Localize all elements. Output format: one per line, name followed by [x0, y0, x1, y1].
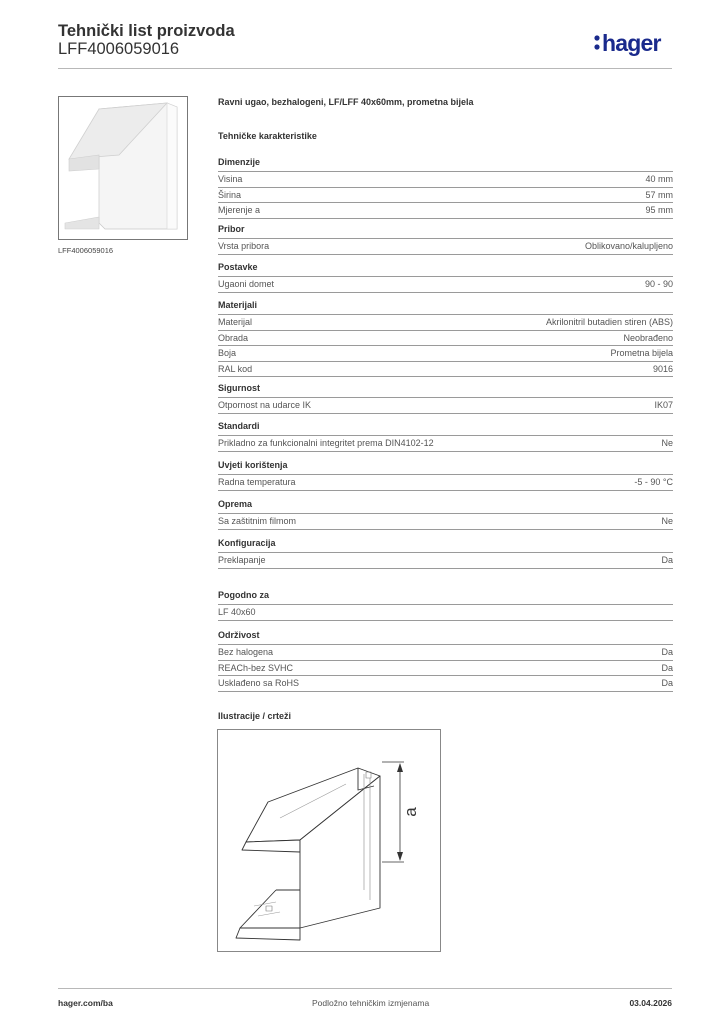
spec-label: Bez halogena — [218, 647, 274, 657]
footer-divider — [58, 988, 672, 989]
spec-row — [218, 362, 673, 378]
section-equipment — [218, 499, 673, 530]
spec-row — [218, 475, 673, 491]
spec-value: Da — [661, 678, 673, 688]
spec-label: Vrsta pribora — [218, 241, 270, 251]
section-title: Uvjeti korištenja — [218, 460, 673, 475]
spec-row — [218, 172, 673, 188]
header-divider — [58, 68, 672, 69]
spec-label: Ugaoni domet — [218, 279, 275, 289]
spec-row — [218, 436, 673, 452]
product-image — [58, 96, 188, 240]
product-description: Ravni ugao, bezhalogeni, LF/LFF 40x60mm, prometna bijela — [218, 97, 474, 107]
section-settings — [218, 262, 673, 293]
spec-row — [218, 239, 673, 255]
spec-label: Mjerenje a — [218, 205, 261, 215]
section-standards — [218, 421, 673, 452]
spec-row — [218, 553, 673, 569]
section-materials — [218, 300, 673, 377]
section-configuration — [218, 538, 673, 569]
spec-row — [218, 661, 673, 677]
section-sustainability — [218, 630, 673, 692]
spec-label: REACh-bez SVHC — [218, 662, 294, 673]
spec-row — [218, 188, 673, 204]
spec-label: Materijal — [218, 317, 253, 327]
spec-row — [218, 277, 673, 293]
spec-label: Otpornost na udarce IK — [218, 400, 312, 410]
section-title: Pogodno za — [218, 590, 673, 605]
product-code: LFF4006059016 — [58, 40, 180, 58]
section-title: Standardi — [218, 421, 673, 436]
spec-label: Sa zaštitnim filmom — [218, 516, 297, 526]
spec-label: Obrada — [218, 332, 249, 343]
spec-row — [218, 514, 673, 530]
spec-value: 95 mm — [645, 205, 673, 215]
hager-logo — [594, 27, 674, 57]
technical-drawing — [217, 729, 441, 952]
spec-row — [218, 346, 673, 362]
spec-value: Da — [661, 662, 673, 673]
page-title: Tehnički list proizvoda — [58, 22, 235, 40]
footer-website: hager.com/ba — [58, 998, 113, 1008]
section-title: Konfiguracija — [218, 538, 673, 553]
spec-value: Neobrađeno — [623, 332, 673, 343]
spec-value: 90 - 90 — [644, 279, 673, 289]
spec-value: Ne — [661, 438, 673, 448]
section-title: Postavke — [218, 262, 673, 277]
footer-date: 03.04.2026 — [629, 998, 672, 1008]
section-suitable-for — [218, 590, 673, 621]
section-title: Dimenzije — [218, 157, 673, 172]
dimension-a-label: a — [401, 807, 420, 817]
spec-label: LF 40x60 — [218, 607, 256, 617]
spec-value: Da — [661, 555, 673, 565]
section-safety — [218, 383, 673, 414]
spec-value: Da — [661, 647, 673, 657]
section-accessories — [218, 224, 673, 255]
spec-value: Ne — [661, 516, 673, 526]
spec-row — [218, 315, 673, 331]
section-dimensions — [218, 157, 673, 219]
spec-value: Akrilonitril butadien stiren (ABS) — [545, 317, 673, 327]
illustrations-title: Ilustracije / crteži — [218, 711, 292, 721]
brand-name: hager — [602, 30, 661, 56]
spec-label: Prikladno za funkcionalni integritet prema DIN4102-12 — [218, 438, 434, 448]
spec-label: Preklapanje — [218, 555, 266, 565]
spec-row — [218, 645, 673, 661]
section-title: Održivost — [218, 630, 673, 645]
spec-row — [218, 203, 673, 219]
spec-row — [218, 605, 673, 621]
section-title: Sigurnost — [218, 383, 673, 398]
spec-value: -5 - 90 °C — [634, 477, 673, 487]
spec-row — [218, 676, 673, 692]
spec-value: IK07 — [654, 400, 673, 410]
section-title: Materijali — [218, 300, 673, 315]
spec-row — [218, 398, 673, 414]
spec-label: Boja — [218, 348, 237, 358]
spec-value: 40 mm — [645, 174, 673, 184]
section-conditions-of-use — [218, 460, 673, 491]
spec-label: Visina — [218, 174, 243, 184]
spec-label: Usklađeno sa RoHS — [218, 678, 300, 688]
drawing-left-arm-end — [242, 840, 300, 852]
section-title: Oprema — [218, 499, 673, 514]
spec-label: Širina — [218, 189, 242, 200]
spec-value: Oblikovano/kalupljeno — [584, 241, 673, 251]
spec-label: RAL kod — [218, 363, 253, 374]
spec-value: Prometna bijela — [610, 348, 673, 358]
technical-characteristics-title: Tehničke karakteristike — [218, 131, 317, 141]
spec-label: Radna temperatura — [218, 477, 296, 487]
spec-row — [218, 331, 673, 347]
spec-value: 9016 — [652, 363, 673, 374]
drawing-lower-arm — [236, 928, 300, 940]
spec-value: 57 mm — [645, 189, 673, 200]
footer-note: Podložno tehničkim izmjenama — [312, 998, 430, 1008]
product-image-caption: LFF4006059016 — [58, 246, 114, 255]
section-title: Pribor — [218, 224, 673, 239]
